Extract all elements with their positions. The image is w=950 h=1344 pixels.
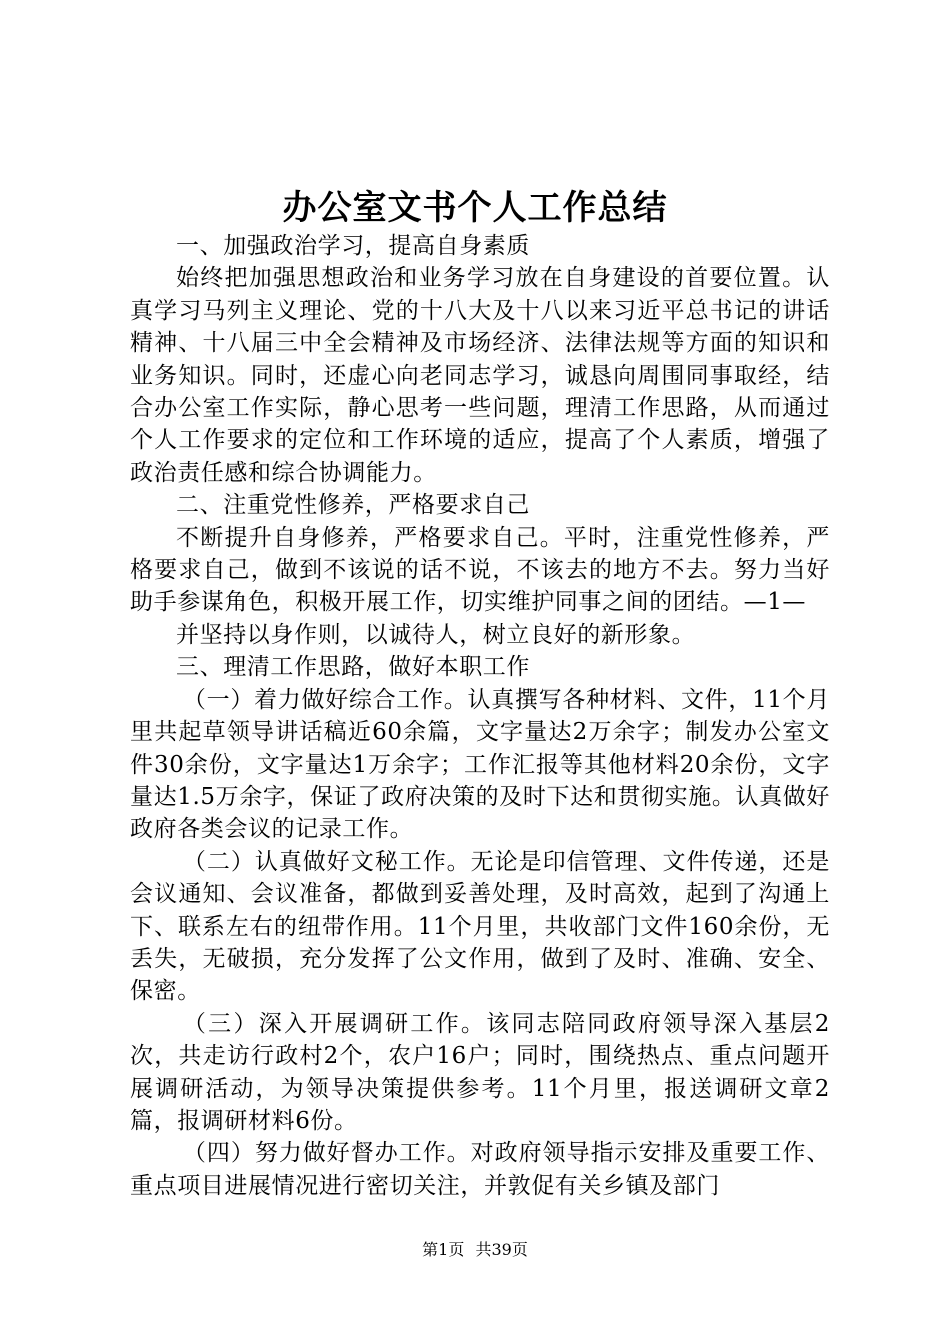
page-number: 第1页 — [422, 1240, 465, 1259]
sub-paragraph: （四）努力做好督办工作。对政府领导指示安排及重要工作、重点项目进展情况进行密切关注，并敦促有关乡镇及部门 — [130, 1140, 830, 1199]
paragraph: 并坚持以身作则，以诚待人，树立良好的新形象。 — [176, 621, 696, 648]
paragraph: 不断提升自身修养，严格要求自己。平时，注重党性修养，严格要求自己，做到不该说的话不说，不该去的地方不去。努力当好助手参谋角色，积极开展工作，切实维护同事之间的团结。—1— — [130, 524, 830, 616]
paragraph: 始终把加强思想政治和业务学习放在自身建设的首要位置。认真学习马列主义理论、党的十八大及十八以来习近平总书记的讲话精神、十八届三中全会精神及市场经济、法律法规等方面的知识和业务知识。同时，还虚心向老同志学习，诚恳向周围同事取经，结合办公室工作实际，静心思考一些问题，理清工作思路，从而通过个人工作要求的定位和工作环境的适应，提高了个人素质，增强了政治责任感和综合协调能力。 — [130, 265, 830, 486]
document-body — [130, 230, 830, 1202]
sub-paragraph: （一）着力做好综合工作。认真撰写各种材料、文件，11个月里共起草领导讲话稿近60余篇，文字量达2万余字；制发办公室文件30余份，文字量达1万余字；工作汇报等其他材料20余份，文字量达1.5万余字，保证了政府决策的及时下达和贯彻实施。认真做好政府各类会议的记录工作。 — [130, 686, 830, 843]
section-heading: 一、加强政治学习，提高自身素质 — [176, 233, 530, 259]
page-total: 共39页 — [475, 1240, 528, 1259]
sub-paragraph: （三）深入开展调研工作。该同志陪同政府领导深入基层2次，共走访行政村2个，农户16户；同时，围绕热点、重点问题开展调研活动，为领导决策提供参考。11个月里，报送调研文章2篇，报调研材料6份。 — [130, 1010, 830, 1134]
sub-paragraph: （二）认真做好文秘工作。无论是印信管理、文件传递，还是会议通知、会议准备，都做到妥善处理，及时高效，起到了沟通上下、联系左右的纽带作用。11个月里，共收部门文件160余份，无丢失，无破损，充分发挥了公文作用，做到了及时、准确、安全、保密。 — [130, 848, 830, 1005]
section-heading: 三、理清工作思路，做好本职工作 — [176, 654, 530, 681]
page-footer — [0, 1240, 950, 1260]
document-title: 办公室文书个人工作总结 — [282, 188, 668, 228]
section-heading: 二、注重党性修养，严格要求自己 — [176, 492, 530, 519]
